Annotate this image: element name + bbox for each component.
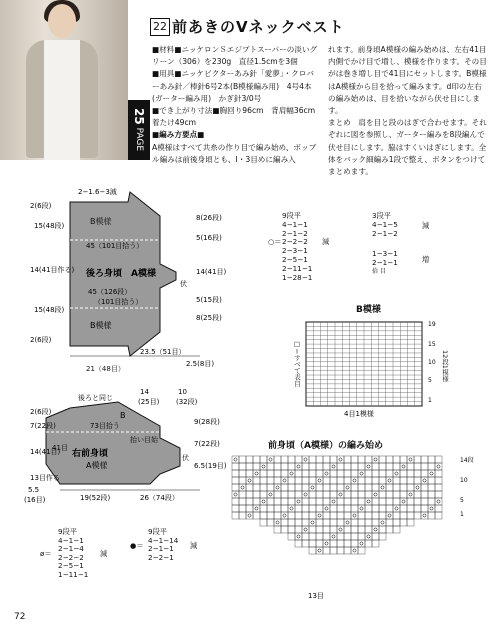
back-bottom-235: 23.5（51目） — [140, 348, 186, 356]
back-label-b-bottom: B模様 — [90, 321, 112, 330]
front-chart-grid — [220, 452, 490, 602]
back-piece-schematic — [0, 180, 270, 370]
b-chart-row-5: 5 — [428, 377, 432, 384]
front-top-10: 10 — [178, 388, 187, 396]
pattern-number: 22 — [150, 18, 170, 36]
decrease-table-bottom-left: ø＝ 9段平 4−1−1 2−1−4 2−2−2 2−5−1 1−11−1 減 — [40, 527, 108, 579]
b-chart-grid — [296, 316, 456, 420]
front-top-10-sub: (32段) — [176, 398, 198, 406]
back-row-45-126: 45（126段） — [88, 288, 132, 296]
back-left-2-top: 2(6段) — [30, 202, 52, 210]
triangle-up-table: 3段平 4−1−5 2−1−2 減 — [372, 211, 430, 238]
front-chart-row-1: 1 — [460, 511, 464, 518]
back-right-14: 14(41目) — [196, 268, 227, 276]
front-left-41: 41目 — [52, 444, 68, 452]
front-label-ring: 抬い目始 — [130, 436, 158, 444]
back-left-14: 14(41目作る) — [30, 266, 75, 274]
front-chart-row-10: 10 — [460, 477, 468, 484]
back-right-8b: 8(25段) — [196, 314, 222, 322]
front-left-55-sub: (16目) — [24, 496, 46, 504]
front-right-fu: 伏 — [182, 454, 189, 462]
b-chart-row-1: 1 — [428, 397, 432, 404]
b-chart-right-bracket: 12段1模様 — [441, 350, 449, 382]
front-chart-title: 前身頃（A模様）の編み始め — [268, 441, 383, 451]
back-left-15-top: 15(48段) — [34, 222, 65, 230]
b-chart-title: B模様 — [356, 305, 381, 315]
front-left-7: 7(22段) — [30, 422, 56, 430]
page-tag: 25 PAGE — [128, 100, 150, 160]
front-chart-row-5: 5 — [460, 497, 464, 504]
back-label-b-top: B模様 — [90, 217, 112, 226]
back-row-101b: （101目拾う） — [94, 298, 143, 306]
back-bottom-25: 2.5(8目) — [186, 360, 215, 368]
instructions-text: れます。前身頃A模様の編み始めは、左右41目内側でかけ目で増し、模様を作ります。その目がは巻き増し目で41目にセットします。B模様はA模様から目を拾って編みます。d印の左右の編み始めは、目を拾いながら伏せ目にします。 まとめ 肩を目と段のはぎで合わせます。それぞれに図を参照し、ガーター編みを8段編んで伏せ目にします。脇はすくいはぎにします。全体をバック細編み1段で整え、ボタンをつけてまとめます。 — [328, 45, 487, 177]
front-chart-bottom-label: 13目 — [308, 592, 324, 600]
decrease-table-bottom-right: ●＝ 9段平 4−1−14 2−1−1 2−2−1 減 — [130, 527, 198, 562]
back-right-5b: 5(15段) — [196, 296, 222, 304]
front-top-14: 14 — [140, 388, 149, 396]
front-top-14-sub: (25目) — [138, 398, 160, 406]
b-chart-row-10: 10 — [428, 359, 436, 366]
b-chart-left-note: □＝すべて表目 — [293, 340, 301, 387]
back-right-fu: 伏 — [180, 280, 187, 288]
front-bottom-26: 26（74段） — [140, 494, 179, 502]
front-right-65: 6.5(19目) — [194, 462, 227, 470]
back-top-dim: 2−1.6−3減 — [78, 188, 117, 196]
model-photo — [0, 0, 128, 160]
front-top-note: 後ろと同じ — [78, 394, 113, 402]
front-label-main: 右前身頃 — [72, 449, 109, 459]
back-row-45-101: 45（101目拾う） — [86, 242, 144, 250]
front-label-b: B — [120, 411, 126, 420]
front-chart-row-14: 14段 — [460, 457, 474, 464]
page-number: 72 — [14, 612, 26, 622]
front-left-13: 13目作る — [30, 474, 60, 482]
front-label-a: A模様 — [86, 461, 108, 470]
b-chart-bottom-label: 4目1模様 — [344, 410, 374, 418]
pattern-title: 前あきのVネックベスト — [172, 18, 345, 36]
front-right-7: 7(22段) — [194, 440, 220, 448]
front-left-2: 2(6段) — [30, 408, 52, 416]
b-chart-row-19: 19 — [428, 321, 436, 328]
front-left-14: 14(41目) — [30, 448, 61, 456]
triangle-down-table: 1−3−1 2−1−1 増 拾 目 — [372, 249, 430, 275]
b-chart-row-15: 15 — [428, 341, 436, 348]
front-left-55: 5.5 — [28, 486, 40, 494]
back-left-2-bottom: 2(6段) — [30, 336, 52, 344]
back-left-15-bottom: 15(48段) — [34, 306, 65, 314]
back-label-main: 後ろ身頃 A模様 — [86, 269, 156, 279]
front-right-9: 9(28段) — [194, 418, 220, 426]
decrease-table-top: ○＝ 9段平 4−1−1 2−1−2 2−2−2 2−3−1 2−5−1 2−11−1 1−28−1 減 — [268, 211, 330, 282]
materials-text: ■材料■ニッケロンＳエジプトスーパーの淡いグリーン（306）を230g 直径1.5cmを3個 ■用具■ニッケビクターあみ針「愛夢」・クロバーあみ針／棒針6号2本(B模様編み用) 4号4本(ガーター編み用) かぎ針3/0号 ■でき上がり寸法■胸回り96cm 背肩幅36cm 着たけ49cm ■編み方要点■ A模様はすべて共糸の作り目で編み始め、ボッブル編みは前後身頃とも、Ⅰ・3目めに編み入 — [152, 45, 323, 164]
back-right-5: 5(16段) — [196, 234, 222, 242]
back-right-8: 8(26段) — [196, 214, 222, 222]
front-label-73: 73目拾う — [90, 422, 120, 430]
front-bottom-19: 19(52段) — [80, 494, 111, 502]
back-bottom-21: 21（48目） — [86, 365, 125, 373]
